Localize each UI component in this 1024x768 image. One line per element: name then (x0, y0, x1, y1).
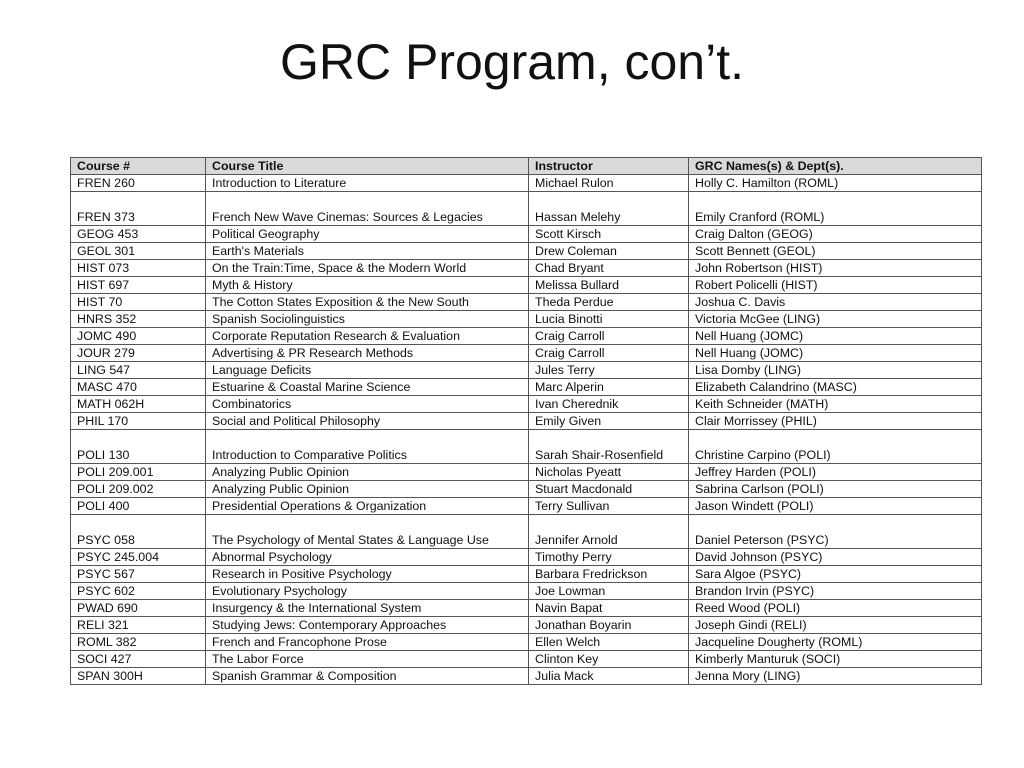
cell-grc-names: Jenna Mory (LING) (689, 668, 982, 685)
table-row (71, 362, 982, 379)
cell-course-title: Social and Political Philosophy (206, 413, 529, 430)
cell-grc-names: Sara Algoe (PSYC) (689, 566, 982, 583)
cell-course-number: POLI 209.001 (71, 464, 206, 481)
cell-course-number: GEOL 301 (71, 243, 206, 260)
cell-instructor: Julia Mack (529, 668, 689, 685)
table-row (71, 379, 982, 396)
cell-course-number: HIST 70 (71, 294, 206, 311)
table-row (71, 617, 982, 634)
cell-course-title: Estuarine & Coastal Marine Science (206, 379, 529, 396)
cell-course-number: PSYC 245.004 (71, 549, 206, 566)
cell-course-title: Presidential Operations & Organization (206, 498, 529, 515)
cell-course-title: On the Train:Time, Space & the Modern World (206, 260, 529, 277)
table-row (71, 294, 982, 311)
cell-instructor: Clinton Key (529, 651, 689, 668)
cell-instructor: Ellen Welch (529, 634, 689, 651)
cell-grc-names: Clair Morrissey (PHIL) (689, 413, 982, 430)
table-row (71, 243, 982, 260)
cell-instructor: Nicholas Pyeatt (529, 464, 689, 481)
cell-course-number: MATH 062H (71, 396, 206, 413)
cell-course-title: The Psychology of Mental States & Language Use (206, 515, 529, 549)
cell-course-number: PSYC 567 (71, 566, 206, 583)
cell-course-title: Abnormal Psychology (206, 549, 529, 566)
cell-course-number: SOCI 427 (71, 651, 206, 668)
cell-instructor: Navin Bapat (529, 600, 689, 617)
cell-course-number: ROML 382 (71, 634, 206, 651)
cell-course-title: Spanish Grammar & Composition (206, 668, 529, 685)
cell-instructor: Drew Coleman (529, 243, 689, 260)
cell-grc-names: Holly C. Hamilton (ROML) (689, 175, 982, 192)
cell-grc-names: Nell Huang (JOMC) (689, 345, 982, 362)
cell-instructor: Jennifer Arnold (529, 515, 689, 549)
cell-grc-names: Joshua C. Davis (689, 294, 982, 311)
cell-grc-names: Nell Huang (JOMC) (689, 328, 982, 345)
table-row (71, 192, 982, 226)
cell-course-title: Advertising & PR Research Methods (206, 345, 529, 362)
cell-course-number: MASC 470 (71, 379, 206, 396)
header-instructor: Instructor (529, 158, 689, 175)
cell-course-number: PSYC 058 (71, 515, 206, 549)
table-row (71, 583, 982, 600)
cell-course-title: Evolutionary Psychology (206, 583, 529, 600)
slide-title: GRC Program, con’t. (279, 34, 744, 90)
table-row (71, 481, 982, 498)
cell-course-title: Combinatorics (206, 396, 529, 413)
course-table (70, 157, 982, 685)
cell-course-title: Studying Jews: Contemporary Approaches (206, 617, 529, 634)
cell-instructor: Terry Sullivan (529, 498, 689, 515)
cell-course-number: POLI 130 (71, 430, 206, 464)
cell-grc-names: John Robertson (HIST) (689, 260, 982, 277)
cell-grc-names: Kimberly Manturuk (SOCI) (689, 651, 982, 668)
table-row (71, 515, 982, 549)
cell-grc-names: Scott Bennett (GEOL) (689, 243, 982, 260)
table-header-row (71, 158, 982, 175)
cell-course-title: French and Francophone Prose (206, 634, 529, 651)
cell-course-number: JOUR 279 (71, 345, 206, 362)
cell-grc-names: Brandon Irvin (PSYC) (689, 583, 982, 600)
cell-grc-names: Lisa Domby (LING) (689, 362, 982, 379)
table-row (71, 311, 982, 328)
table-row (71, 260, 982, 277)
cell-course-number: PSYC 602 (71, 583, 206, 600)
cell-course-number: SPAN 300H (71, 668, 206, 685)
cell-instructor: Chad Bryant (529, 260, 689, 277)
cell-instructor: Sarah Shair-Rosenfield (529, 430, 689, 464)
cell-grc-names: Jason Windett (POLI) (689, 498, 982, 515)
cell-instructor: Ivan Cherednik (529, 396, 689, 413)
cell-course-number: PWAD 690 (71, 600, 206, 617)
cell-course-title: Analyzing Public Opinion (206, 464, 529, 481)
cell-grc-names: Jacqueline Dougherty (ROML) (689, 634, 982, 651)
table-row (71, 549, 982, 566)
cell-instructor: Theda Perdue (529, 294, 689, 311)
cell-course-number: POLI 400 (71, 498, 206, 515)
cell-course-title: Insurgency & the International System (206, 600, 529, 617)
header-course-number: Course # (71, 158, 206, 175)
cell-course-number: POLI 209.002 (71, 481, 206, 498)
header-course-title: Course Title (206, 158, 529, 175)
cell-instructor: Michael Rulon (529, 175, 689, 192)
table-row (71, 600, 982, 617)
cell-course-number: HIST 697 (71, 277, 206, 294)
table-row (71, 430, 982, 464)
cell-course-number: JOMC 490 (71, 328, 206, 345)
cell-instructor: Hassan Melehy (529, 192, 689, 226)
cell-grc-names: Christine Carpino (POLI) (689, 430, 982, 464)
table-row (71, 668, 982, 685)
cell-course-number: PHIL 170 (71, 413, 206, 430)
cell-grc-names: Robert Policelli (HIST) (689, 277, 982, 294)
cell-course-title: Political Geography (206, 226, 529, 243)
table-body (71, 175, 982, 685)
cell-instructor: Craig Carroll (529, 328, 689, 345)
table-row (71, 634, 982, 651)
cell-course-title: The Labor Force (206, 651, 529, 668)
table-row (71, 396, 982, 413)
cell-course-number: LING 547 (71, 362, 206, 379)
header-grc-names: GRC Names(s) & Dept(s). (689, 158, 982, 175)
table-row (71, 464, 982, 481)
cell-grc-names: Sabrina Carlson (POLI) (689, 481, 982, 498)
cell-grc-names: Daniel Peterson (PSYC) (689, 515, 982, 549)
cell-instructor: Barbara Fredrickson (529, 566, 689, 583)
cell-grc-names: Reed Wood (POLI) (689, 600, 982, 617)
cell-course-number: HNRS 352 (71, 311, 206, 328)
cell-instructor: Emily Given (529, 413, 689, 430)
cell-grc-names: Elizabeth Calandrino (MASC) (689, 379, 982, 396)
cell-course-title: Introduction to Literature (206, 175, 529, 192)
cell-course-number: HIST 073 (71, 260, 206, 277)
cell-grc-names: Craig Dalton (GEOG) (689, 226, 982, 243)
cell-instructor: Jonathan Boyarin (529, 617, 689, 634)
cell-instructor: Stuart Macdonald (529, 481, 689, 498)
table-row (71, 651, 982, 668)
cell-instructor: Joe Lowman (529, 583, 689, 600)
cell-grc-names: Emily Cranford (ROML) (689, 192, 982, 226)
table-row (71, 226, 982, 243)
table-row (71, 498, 982, 515)
cell-course-title: The Cotton States Exposition & the New South (206, 294, 529, 311)
table-row (71, 277, 982, 294)
table-row (71, 566, 982, 583)
cell-course-number: RELI 321 (71, 617, 206, 634)
cell-instructor: Timothy Perry (529, 549, 689, 566)
table-row (71, 345, 982, 362)
cell-instructor: Marc Alperin (529, 379, 689, 396)
cell-instructor: Lucia Binotti (529, 311, 689, 328)
cell-grc-names: Keith Schneider (MATH) (689, 396, 982, 413)
cell-course-title: Analyzing Public Opinion (206, 481, 529, 498)
cell-instructor: Jules Terry (529, 362, 689, 379)
cell-instructor: Scott Kirsch (529, 226, 689, 243)
cell-instructor: Melissa Bullard (529, 277, 689, 294)
cell-course-title: Spanish Sociolinguistics (206, 311, 529, 328)
table-row (71, 328, 982, 345)
cell-course-title: Language Deficits (206, 362, 529, 379)
cell-course-number: FREN 260 (71, 175, 206, 192)
cell-grc-names: David Johnson (PSYC) (689, 549, 982, 566)
cell-course-title: Myth & History (206, 277, 529, 294)
cell-course-title: Earth's Materials (206, 243, 529, 260)
cell-grc-names: Jeffrey Harden (POLI) (689, 464, 982, 481)
cell-course-title: Corporate Reputation Research & Evaluation (206, 328, 529, 345)
cell-course-number: GEOG 453 (71, 226, 206, 243)
cell-course-title: Research in Positive Psychology (206, 566, 529, 583)
cell-course-title: Introduction to Comparative Politics (206, 430, 529, 464)
table-row (71, 413, 982, 430)
cell-course-number: FREN 373 (71, 192, 206, 226)
cell-instructor: Craig Carroll (529, 345, 689, 362)
cell-grc-names: Victoria McGee (LING) (689, 311, 982, 328)
table-row (71, 175, 982, 192)
cell-grc-names: Joseph Gindi (RELI) (689, 617, 982, 634)
cell-course-title: French New Wave Cinemas: Sources & Legacies (206, 192, 529, 226)
